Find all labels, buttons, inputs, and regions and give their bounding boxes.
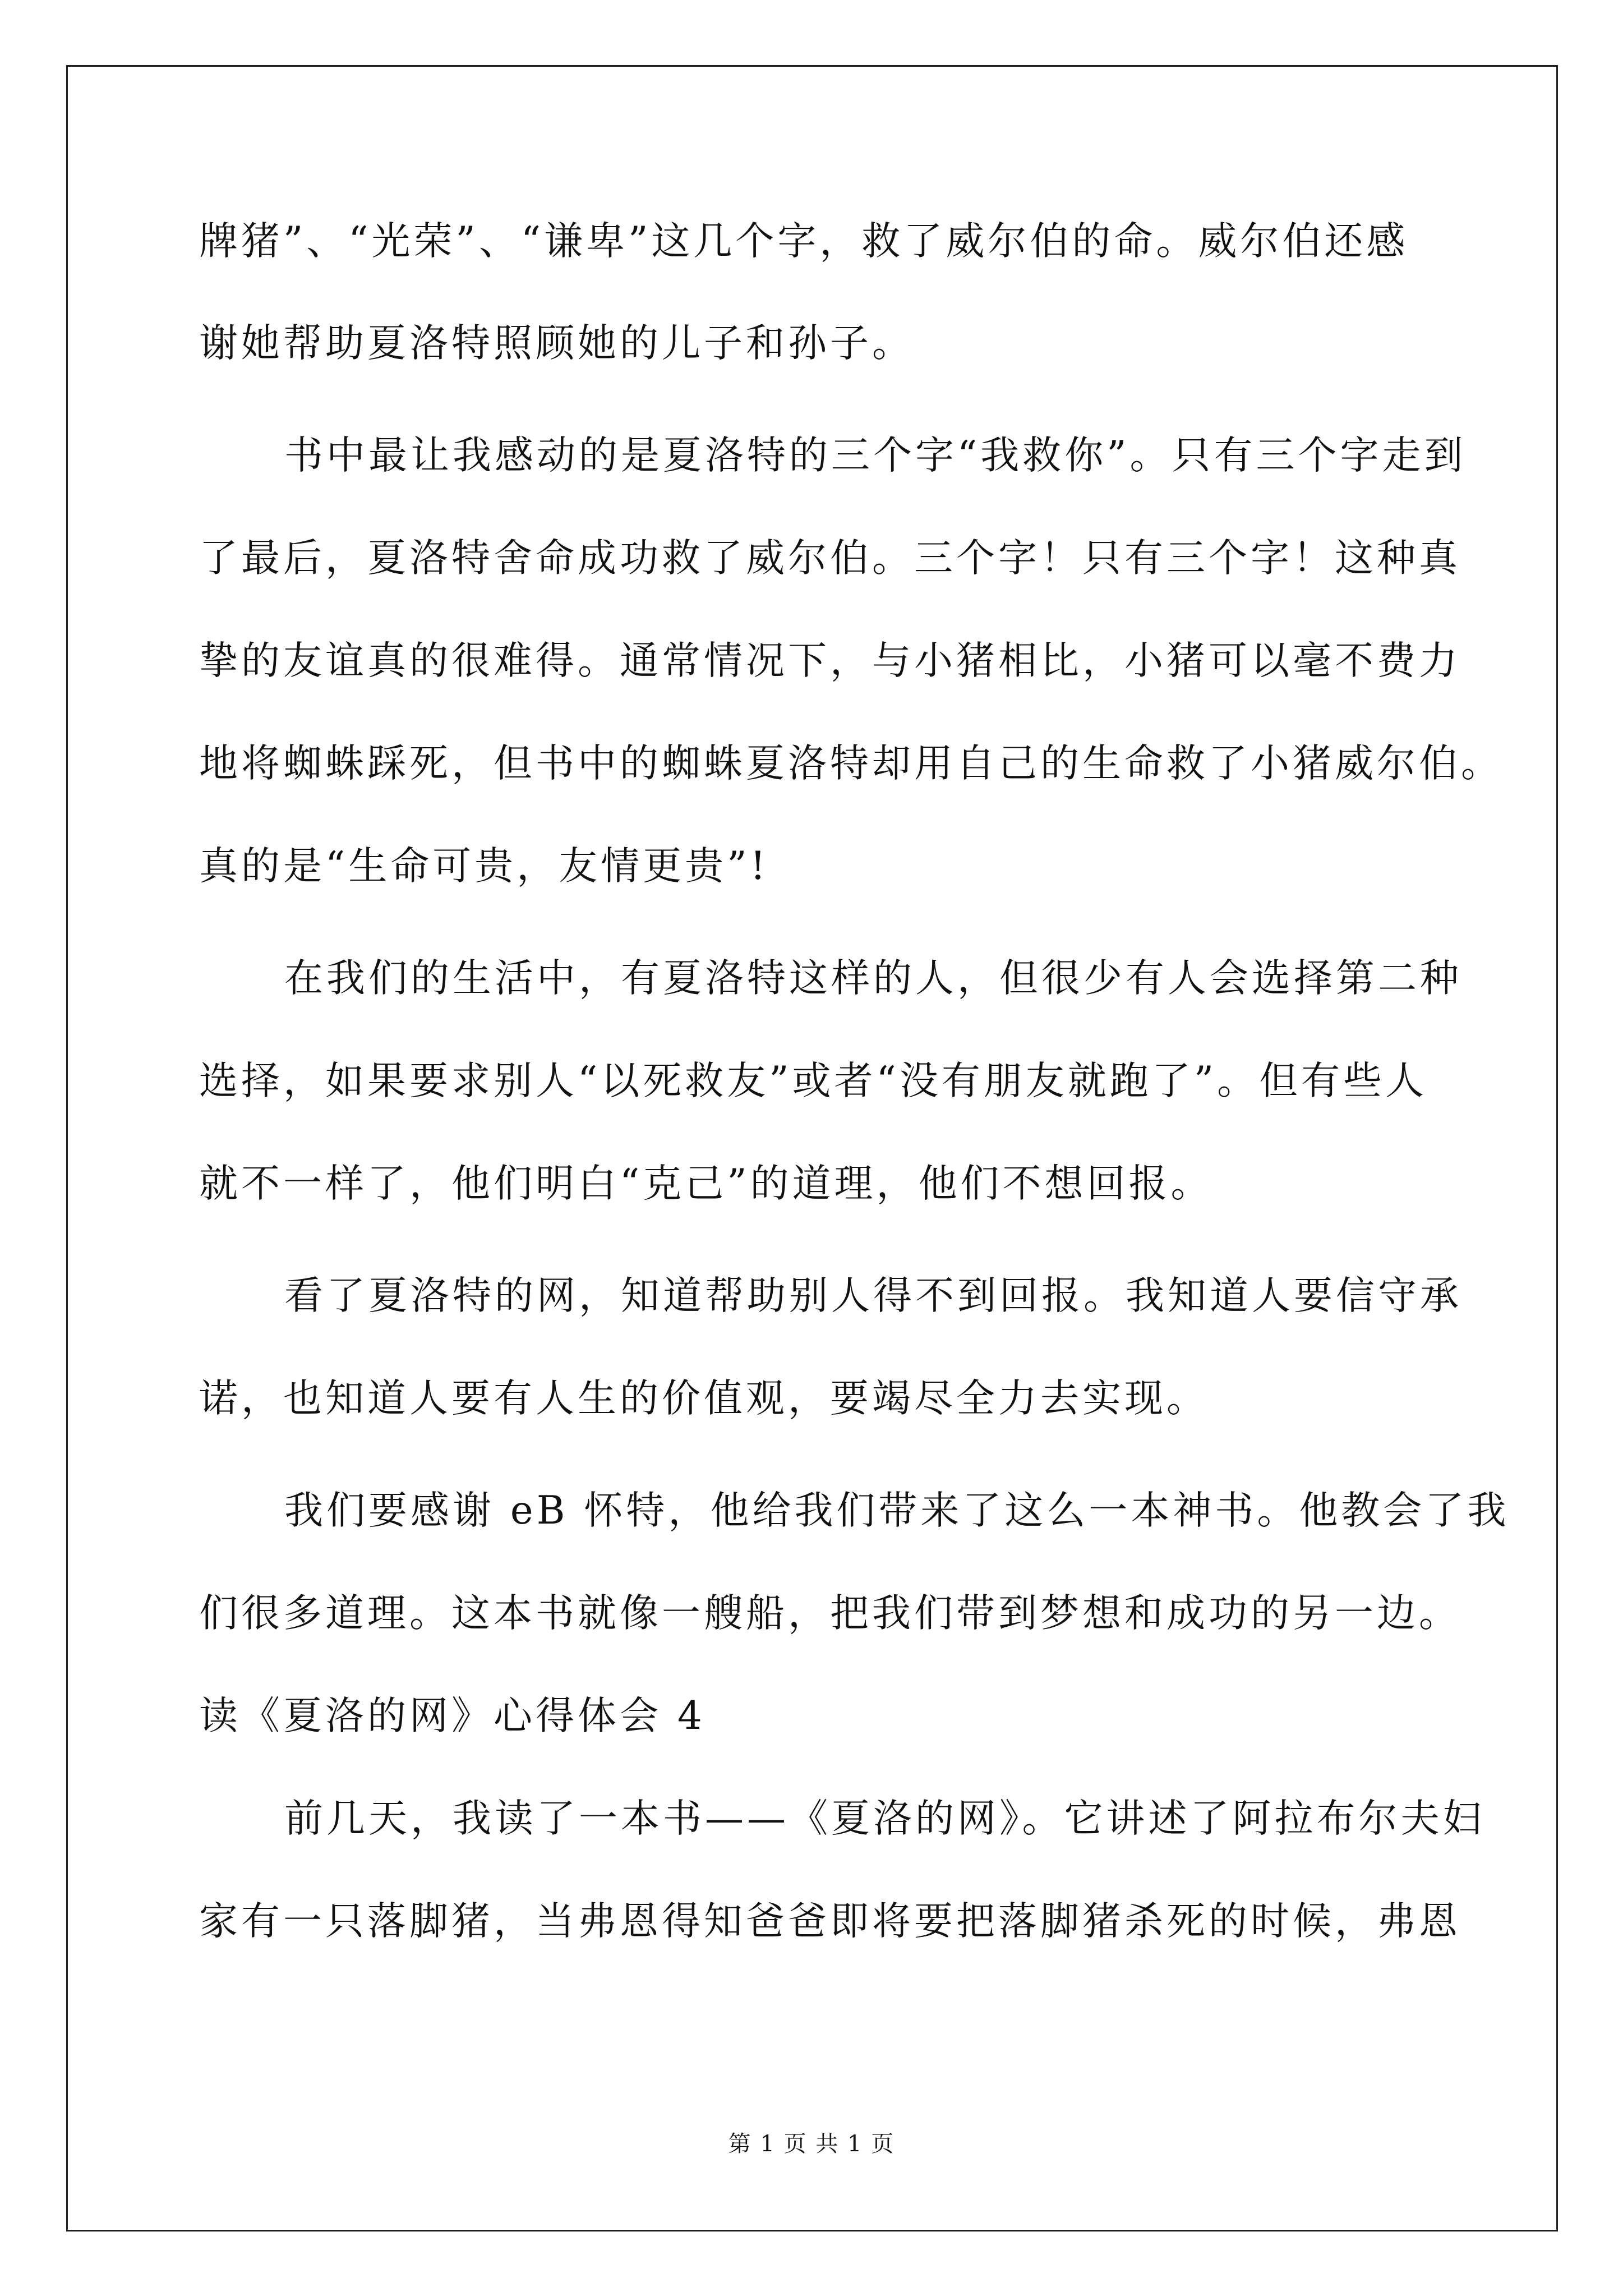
section-heading: 读《夏洛的网》心得体会 4 [199,1694,706,1738]
page-footer: 第 1 页 共 1 页 [728,2131,895,2157]
paragraph-first-line: 我们要感谢 eB 怀特，他给我们带来了这么一本神书。他教会了我 [284,1488,1510,1533]
text-line: 就不一样了，他们明白“克己”的道理，他们不想回报。 [199,1161,1213,1206]
text-line: 选择，如果要求别人“以死救友”或者“没有朋友就跑了”。但有些人 [199,1059,1428,1103]
text-line: 挚的友谊真的很难得。通常情况下，与小猪相比，小猪可以毫不费力 [199,638,1461,683]
paragraph-first-line: 在我们的生活中，有夏洛特这样的人，但很少有人会选择第二种 [284,956,1462,1001]
paragraph-first-line: 书中最让我感动的是夏洛特的三个字“我救你”。只有三个字走到 [284,433,1467,478]
paragraph-first-line: 看了夏洛特的网，知道帮助别人得不到回报。我知道人要信守承 [284,1273,1462,1318]
text-line: 了最后，夏洛特舍命成功救了威尔伯。三个字！只有三个字！这种真 [199,536,1461,581]
text-line: 牌猪”、“光荣”、“谦卑”这几个字，救了威尔伯的命。威尔伯还感 [199,219,1409,264]
text-line: 谢她帮助夏洛特照顾她的儿子和孙子。 [199,321,914,366]
text-line: 家有一只落脚猪，当弗恩得知爸爸即将要把落脚猪杀死的时候，弗恩 [199,1899,1461,1944]
paragraph-first-line: 前几天，我读了一本书——《夏洛的网》。它讲述了阿拉布尔夫妇 [284,1796,1485,1841]
text-line: 地将蜘蛛踩死，但书中的蜘蛛夏洛特却用自己的生命救了小猪威尔伯。 [199,741,1503,786]
text-line: 们很多道理。这本书就像一艘船，把我们带到梦想和成功的另一边。 [199,1591,1461,1636]
text-line: 诺，也知道人要有人生的价值观，要竭尽全力去实现。 [199,1376,1209,1421]
text-line: 真的是“生命可贵，友情更贵”! [199,844,769,889]
